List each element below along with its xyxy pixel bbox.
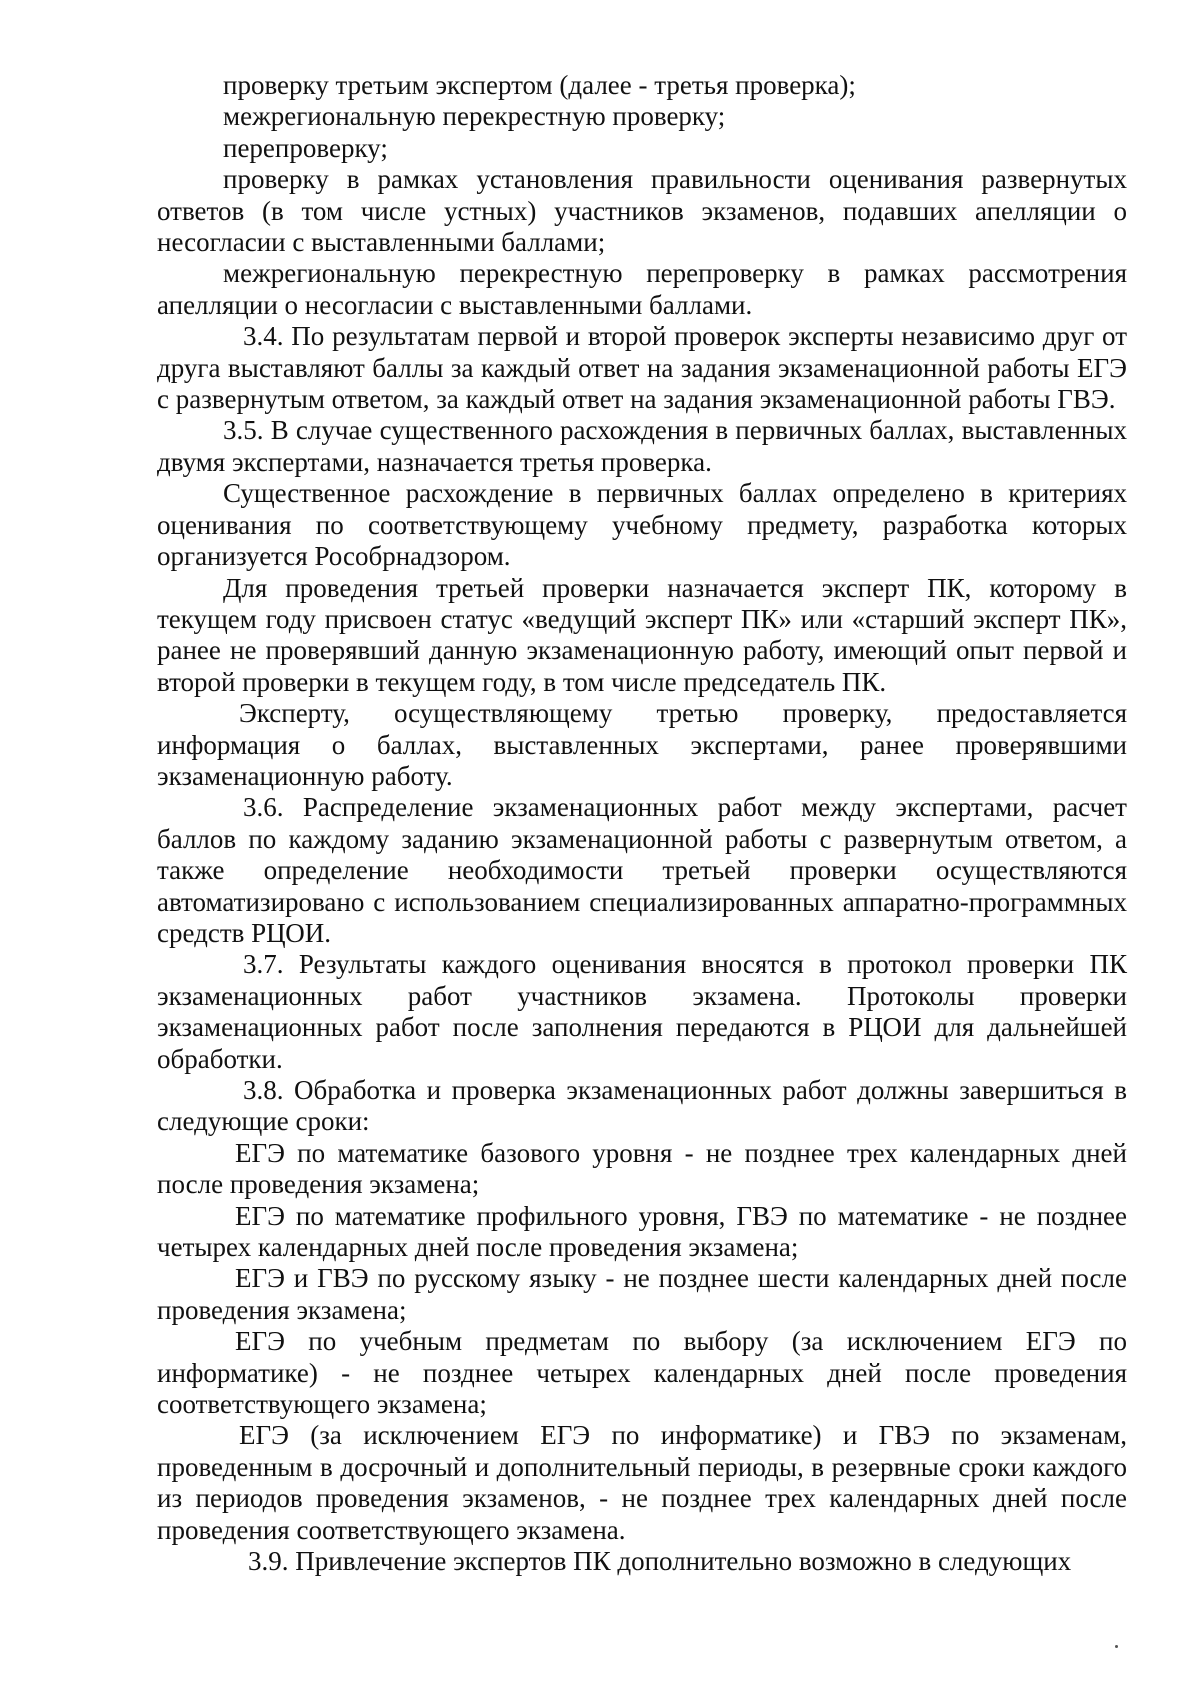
paragraph-third-check: проверку третьим экспертом (далее - третья проверка); bbox=[223, 70, 856, 100]
paragraph-cross-check: межрегиональную перекрестную проверку; bbox=[223, 101, 726, 132]
paragraph-3-8: 3.8. Обработка и проверка экзаменационных работ должны завершиться в следующие сроки: bbox=[157, 1075, 1127, 1137]
paragraph-3-5: 3.5. В случае существенного расхождения в первичных баллах, выставленных двумя экспертами, назначается третья проверка. bbox=[157, 415, 1127, 477]
document-page bbox=[157, 70, 1127, 1578]
paragraph-recheck: перепроверку; bbox=[223, 132, 388, 163]
paragraph-appeal-cross-recheck: межрегиональную перекрестную перепроверку в рамках рассмотрения апелляции о несогласии с выставленными баллами. bbox=[157, 258, 1127, 320]
paragraph-appeal-check: проверку в рамках установления правильности оценивания развернутых ответов (в том числе устных) участников экзаменов, подавших апелляции о несогласии с выставленными баллами; bbox=[157, 164, 1127, 258]
paragraph-early-periods: ЕГЭ (за исключением ЕГЭ по информатике) и ГВЭ по экзаменам, проведенным в досрочный и дополнительный периоды, в резервные сроки каждого из периодов проведения экзаменов, - не позднее трех календарных дней после проведения соответствующего экзамена. bbox=[157, 1420, 1127, 1545]
paragraph-expert-info: Эксперту, осуществляющему третью проверку, предоставляется информация о баллах, выставленных экспертами, ранее проверявшими экзаменационную работу. bbox=[157, 698, 1127, 791]
scan-speck bbox=[1115, 1645, 1118, 1648]
paragraph-third-expert: Для проведения третьей проверки назначается эксперт ПК, которому в текущем году присвоен статус «ведущий эксперт ПК» или «старший эксперт ПК», ранее не проверявший данную экзаменационную работу, имеющий опыт первой и второй проверки в текущем году, в том числе председатель ПК. bbox=[157, 572, 1127, 697]
paragraph-math-profile: ЕГЭ по математике профильного уровня, ГВЭ по математике - не позднее четырех календарных дней после проведения экзамена; bbox=[157, 1200, 1127, 1263]
paragraph-discrepancy: Существенное расхождение в первичных баллах определено в критериях оценивания по соответствующему учебному предмету, разработка которых организуется Рособрнадзором. bbox=[157, 478, 1127, 572]
paragraph-3-7: 3.7. Результаты каждого оценивания вносятся в протокол проверки ПК экзаменационных работ участников экзамена. Протоколы проверки экзаменационных работ после заполнения передаются в РЦОИ для дальнейшей обработки. bbox=[157, 949, 1127, 1074]
paragraph-3-6: 3.6. Распределение экзаменационных работ между экспертами, расчет баллов по каждому заданию экзаменационной работы с развернутым ответом, а также определение необходимости третьей проверки осуществляются автоматизировано с использованием специализированных аппаратно-программных средств РЦОИ. bbox=[157, 792, 1127, 948]
paragraph-elective: ЕГЭ по учебным предметам по выбору (за исключением ЕГЭ по информатике) - не позднее четырех календарных дней после проведения соответствующего экзамена; bbox=[157, 1326, 1127, 1420]
paragraph-3-4: 3.4. По результатам первой и второй проверок эксперты независимо друг от друга выставляют баллы за каждый ответ на задания экзаменационной работы ЕГЭ с развернутым ответом, за каждый ответ на задания экзаменационной работы ГВЭ. bbox=[157, 321, 1127, 415]
paragraph-3-9: 3.9. Привлечение экспертов ПК дополнительно возможно в следующих bbox=[248, 1546, 1072, 1577]
paragraph-math-basic: ЕГЭ по математике базового уровня - не позднее трех календарных дней после проведения экзамена; bbox=[157, 1137, 1127, 1200]
paragraph-russian: ЕГЭ и ГВЭ по русскому языку - не позднее шести календарных дней после проведения экзамена; bbox=[157, 1263, 1127, 1325]
